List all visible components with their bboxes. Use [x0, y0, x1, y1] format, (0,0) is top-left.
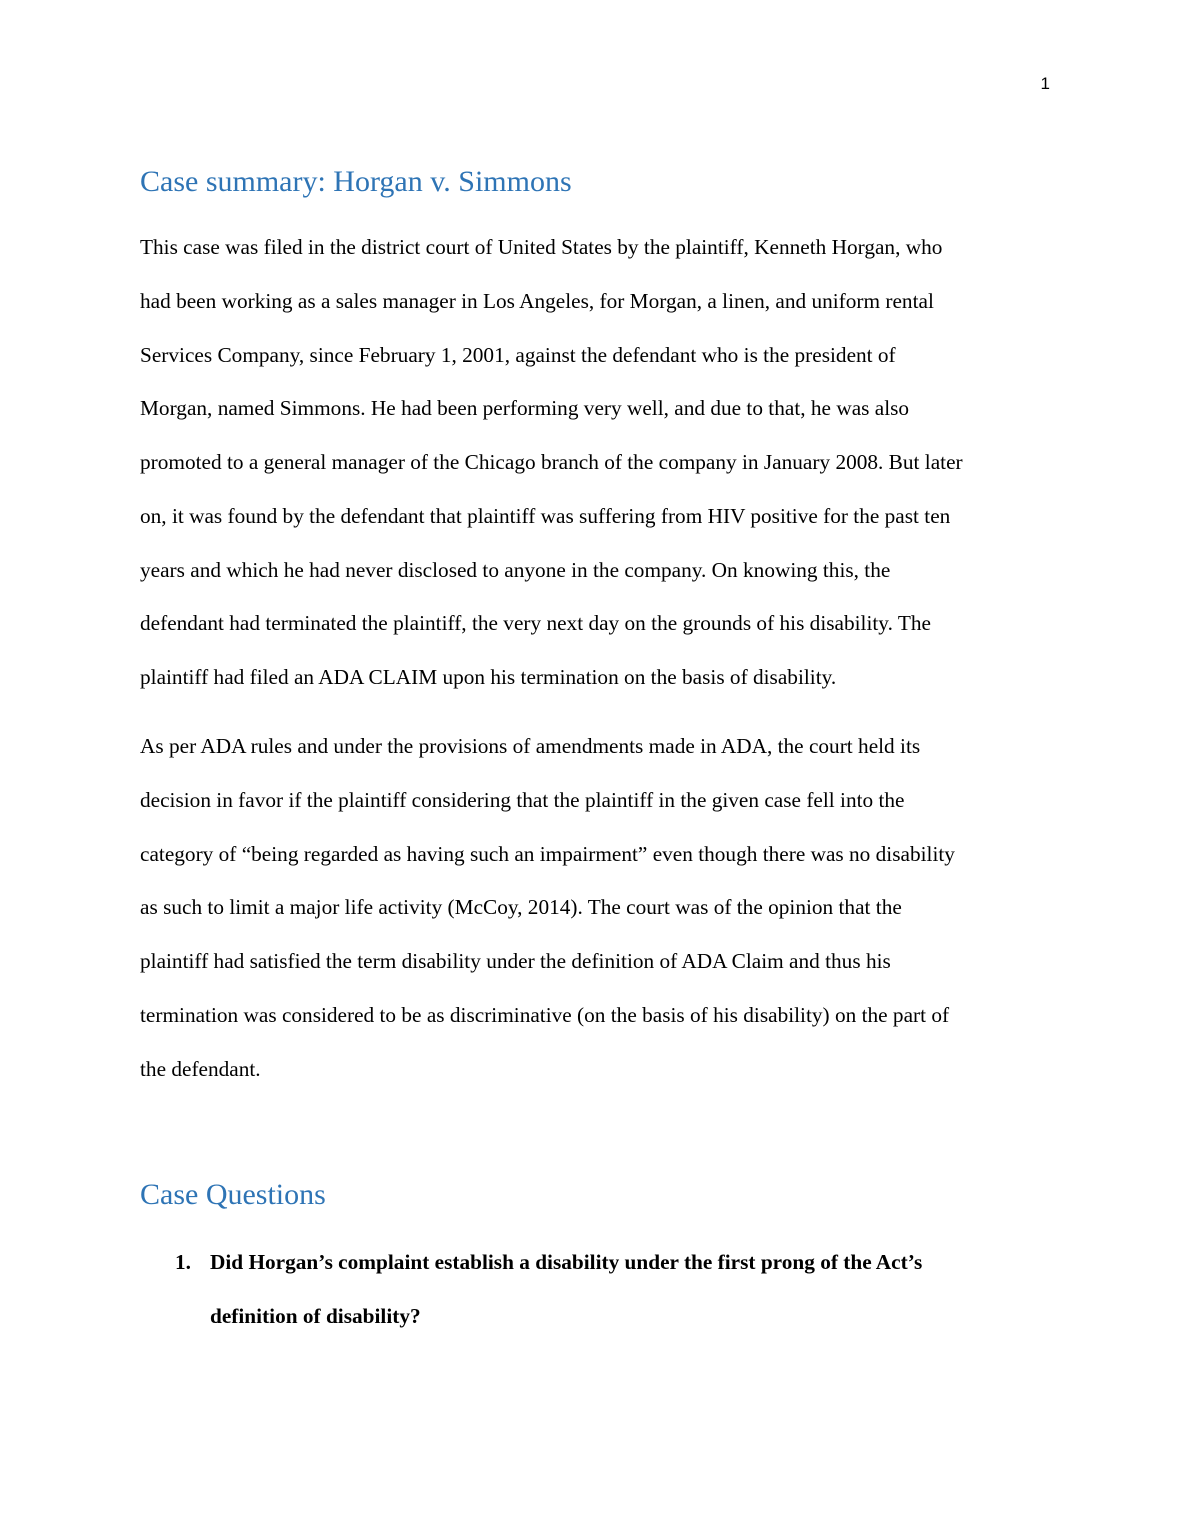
paragraph-line: This case was filed in the district court of United States by the plaintiff, Kenneth Horgan, who [140, 235, 943, 259]
paragraph-line: promoted to a general manager of the Chicago branch of the company in January 2008. But later [140, 450, 963, 474]
paragraph-line: had been working as a sales manager in Los Angeles, for Morgan, a linen, and uniform rental [140, 288, 934, 313]
paragraph-line: category of “being regarded as having such an impairment” even though there was no disability [140, 841, 955, 866]
question-number: 1. [175, 1250, 191, 1274]
paragraph-line: years and which he had never disclosed to anyone in the company. On knowing this, the [140, 557, 891, 582]
paragraph-line: plaintiff had satisfied the term disability under the definition of ADA Claim and thus his [140, 949, 891, 973]
page-number: 1 [1040, 74, 1050, 93]
paragraph-line: decision in favor if the plaintiff considering that the plaintiff in the given case fell into the [140, 787, 905, 812]
paragraph-line: termination was considered to be as discriminative (on the basis of his disability) on the part of [140, 1002, 950, 1027]
paragraph-line: As per ADA rules and under the provisions of amendments made in ADA, the court held its [140, 734, 921, 758]
section-heading-case-summary: Case summary: Horgan v. Simmons [140, 165, 572, 198]
question-line: Did Horgan’s complaint establish a disability under the first prong of the Act’s [210, 1250, 923, 1274]
question-text [210, 1235, 1050, 1343]
summary-paragraph-1 [140, 221, 1050, 705]
paragraph-line: defendant had terminated the plaintiff, the very next day on the grounds of his disability. The [140, 611, 931, 636]
paragraph-line: on, it was found by the defendant that plaintiff was suffering from HIV positive for the past ten [140, 503, 951, 528]
question-line: definition of disability? [210, 1304, 421, 1328]
section-heading-case-questions: Case Questions [140, 1178, 326, 1211]
summary-paragraph-2 [140, 720, 1050, 1096]
paragraph-line: as such to limit a major life activity (McCoy, 2014). The court was of the opinion that the [140, 895, 902, 920]
paragraph-line: plaintiff had filed an ADA CLAIM upon his termination on the basis of disability. [140, 665, 837, 689]
paragraph-line: the defendant. [140, 1056, 261, 1081]
paragraph-line: Morgan, named Simmons. He had been performing very well, and due to that, he was also [140, 396, 910, 421]
paragraph-line: Services Company, since February 1, 2001, against the defendant who is the president of [140, 342, 896, 367]
